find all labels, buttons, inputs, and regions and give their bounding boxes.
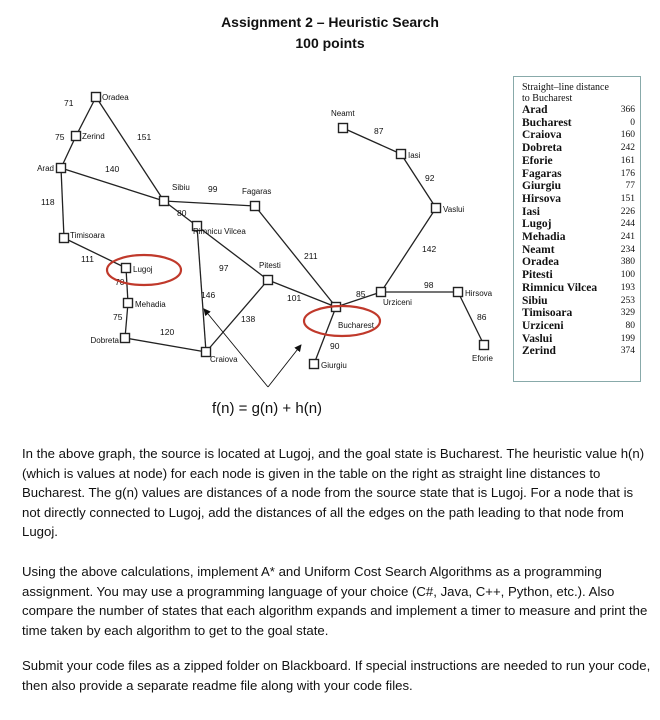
heuristic-row: [522, 129, 635, 142]
heuristic-row: [522, 282, 635, 295]
node-hirsova: [454, 288, 463, 297]
heuristic-row: [522, 193, 635, 206]
edge-cost-rimnicu-craiova: 146: [201, 290, 216, 300]
edge-cost-urziceni-vaslui: 142: [422, 244, 437, 254]
node-label-arad: Arad: [37, 164, 54, 173]
node-giurgiu: [310, 360, 319, 369]
edge-cost-timisoara-lugoj: 111: [81, 254, 94, 264]
points-subtitle: 100 points: [295, 35, 365, 51]
edge-fagaras-bucharest: [255, 206, 336, 307]
formula: f(n) = g(n) + h(n): [212, 400, 323, 417]
node-zerind: [72, 132, 81, 141]
node-label-vaslui: Vaslui: [443, 205, 465, 214]
heuristic-value: 253: [620, 295, 635, 306]
heuristic-row: [522, 168, 635, 181]
edge-cost-dobreta-craiova: 120: [160, 327, 175, 337]
edge-cost-sibiu-fagaras: 99: [208, 184, 218, 194]
heuristic-city: Pitesti: [522, 269, 553, 282]
edge-cost-urziceni-hirsova: 98: [424, 280, 434, 290]
edge-cost-oradea-sibiu: 151: [137, 132, 152, 142]
heuristic-value: 241: [620, 232, 635, 243]
node-label-rimnicu: Rimnicu Vilcea: [193, 227, 246, 236]
node-label-fagaras: Fagaras: [242, 187, 272, 196]
edge-cost-rimnicu-pitesti: 97: [219, 263, 229, 273]
heuristic-table-header-line1: Straight–line distance: [522, 82, 609, 93]
heuristic-row: [522, 295, 635, 308]
heuristic-city: Giurgiu: [522, 180, 561, 193]
edge-cost-mehadia-dobreta: 75: [113, 312, 123, 322]
node-label-lugoj: Lugoj: [133, 265, 153, 274]
heuristic-row: [522, 320, 635, 333]
node-label-bucharest: Bucharest: [338, 321, 375, 330]
node-label-neamt: Neamt: [331, 109, 355, 118]
heuristic-row: [522, 218, 635, 231]
edge-oradea-sibiu: [96, 97, 164, 201]
edge-cost-zerind-arad: 75: [55, 132, 65, 142]
edge-cost-bucharest-urziceni: 85: [356, 289, 366, 299]
heuristic-value: 151: [620, 193, 635, 204]
edge-mehadia-dobreta: [125, 303, 128, 338]
node-label-zerind: Zerind: [82, 132, 105, 141]
heuristic-table-rows: [522, 104, 635, 358]
node-label-giurgiu: Giurgiu: [321, 361, 347, 370]
heuristic-city: Arad: [522, 104, 548, 116]
heuristic-value: 366: [620, 105, 635, 115]
heuristic-city: Oradea: [522, 256, 560, 269]
heuristic-row: [522, 307, 635, 320]
edge-iasi-neamt: [343, 128, 401, 154]
edge-cost-hirsova-eforie: 86: [477, 312, 487, 322]
node-arad: [57, 164, 66, 173]
node-label-urziceni: Urziceni: [383, 298, 412, 307]
edge-cost-craiova-pitesti: 138: [241, 314, 256, 324]
edge-cost-pitesti-bucharest: 101: [287, 293, 302, 303]
paragraph-implementation: Using the above calculations, implement A* and Uniform Cost Search Algorithms as a programming assignment. You may use a programming language of your choice (C#, Java, C++, Python, etc.). Also compare the number of states that each algorithm expands and implement a timer to measure and print the time taken by each algorithm to get to the goal state.: [22, 564, 648, 638]
edge-cost-lugoj-mehadia: 70: [115, 277, 125, 287]
node-neamt: [339, 124, 348, 133]
heuristic-value: 244: [620, 219, 635, 230]
heuristic-value: 77: [625, 181, 635, 192]
edge-dobreta-craiova: [125, 338, 206, 352]
node-label-craiova: Craiova: [210, 355, 238, 364]
heuristic-value: 80: [625, 320, 635, 331]
edge-craiova-pitesti: [206, 280, 268, 352]
node-eforie: [480, 341, 489, 350]
heuristic-city: Hirsova: [522, 192, 561, 205]
heuristic-city: Craiova: [522, 129, 562, 142]
node-label-sibiu: Sibiu: [172, 183, 190, 192]
node-label-pitesti: Pitesti: [259, 261, 281, 270]
edge-cost-arad-timisoara: 118: [41, 197, 55, 207]
heuristic-city: Iasi: [522, 205, 540, 218]
page-title: Assignment 2 – Heuristic Search: [221, 14, 439, 30]
heuristic-table-header-line2: to Bucharest: [522, 93, 573, 104]
heuristic-value: 374: [620, 346, 635, 357]
arrow-to-pitesti-bucharest: [268, 345, 301, 387]
node-fagaras: [251, 202, 260, 211]
node-mehadia: [124, 299, 133, 308]
node-label-oradea: Oradea: [102, 93, 129, 102]
node-oradea: [92, 93, 101, 102]
node-sibiu: [160, 197, 169, 206]
edge-oradea-zerind: [76, 97, 96, 136]
heuristic-value: 0: [630, 117, 635, 128]
node-label-timisoara: Timisoara: [70, 231, 105, 240]
heuristic-city: Neamt: [522, 243, 555, 256]
edge-arad-timisoara: [61, 168, 64, 238]
node-vaslui: [432, 204, 441, 213]
edge-cost-fagaras-bucharest: 211: [304, 251, 318, 261]
paragraph-submission: Submit your code files as a zipped folder on Blackboard. If special instructions are needed to run your code, then also provide a separate readme file along with your code files.: [22, 658, 651, 693]
heuristic-value: 176: [620, 168, 635, 179]
heuristic-city: Eforie: [522, 154, 553, 167]
edge-rimnicu-craiova: [197, 226, 206, 352]
node-label-dobreta: Dobreta: [90, 336, 119, 345]
heuristic-row: [522, 231, 635, 244]
heuristic-row: [522, 117, 635, 130]
heuristic-row: [522, 104, 635, 117]
heuristic-table: [513, 76, 641, 382]
heuristic-city: Fagaras: [522, 167, 562, 180]
edge-sibiu-fagaras: [164, 201, 255, 206]
node-lugoj: [122, 264, 131, 273]
heuristic-row: [522, 244, 635, 257]
heuristic-city: Dobreta: [522, 142, 563, 155]
heuristic-city: Bucharest: [522, 116, 572, 129]
heuristic-city: Rimnicu Vilcea: [522, 281, 598, 294]
heuristic-value: 161: [620, 155, 635, 166]
heuristic-row: [522, 333, 635, 346]
node-urziceni: [377, 288, 386, 297]
node-iasi: [397, 150, 406, 159]
node-timisoara: [60, 234, 69, 243]
edge-timisoara-lugoj: [64, 238, 126, 268]
paragraph-problem-description: In the above graph, the source is located at Lugoj, and the goal state is Bucharest. The heuristic value h(n) (which is values at node) for each node is given in the table on the right as straight line distances to Bucharest. The g(n) values are distances of a node from the source state that is Lugoj. For a node that is not directly connected to Lugoj, add the distances of all the edges on the path leading to that node from Lugoj.: [22, 446, 645, 539]
heuristic-row: [522, 269, 635, 282]
node-label-mehadia: Mehadia: [135, 300, 166, 309]
heuristic-city: Zerind: [522, 345, 556, 358]
edge-cost-vaslui-iasi: 92: [425, 173, 435, 183]
heuristic-value: 100: [620, 270, 635, 281]
heuristic-value: 226: [620, 206, 635, 217]
heuristic-city: Timisoara: [522, 307, 573, 320]
node-label-iasi: Iasi: [408, 151, 421, 160]
heuristic-value: 380: [620, 257, 635, 268]
heuristic-city: Sibiu: [522, 294, 548, 307]
heuristic-row: [522, 155, 635, 168]
heuristic-value: 160: [620, 130, 635, 141]
heuristic-value: 234: [620, 244, 635, 255]
heuristic-value: 193: [620, 282, 635, 293]
node-dobreta: [121, 334, 130, 343]
heuristic-row: [522, 256, 635, 269]
heuristic-city: Vaslui: [522, 332, 553, 345]
heuristic-row: [522, 142, 635, 155]
heuristic-row: [522, 180, 635, 193]
edge-lugoj-mehadia: [126, 268, 128, 303]
edge-cost-oradea-zerind: 71: [64, 98, 74, 108]
heuristic-city: Urziceni: [522, 319, 564, 332]
node-label-hirsova: Hirsova: [465, 289, 493, 298]
heuristic-row: [522, 206, 635, 219]
heuristic-value: 199: [620, 333, 635, 344]
heuristic-city: Mehadia: [522, 231, 566, 244]
edge-cost-sibiu-rimnicu: 80: [177, 208, 187, 218]
edge-cost-bucharest-giurgiu: 90: [330, 341, 340, 351]
node-label-eforie: Eforie: [472, 354, 493, 363]
heuristic-value: 242: [620, 143, 635, 154]
node-pitesti: [264, 276, 273, 285]
heuristic-row: [522, 345, 635, 358]
heuristic-city: Lugoj: [522, 218, 552, 231]
edge-cost-arad-sibiu: 140: [105, 164, 120, 174]
edge-cost-iasi-neamt: 87: [374, 126, 384, 136]
heuristic-value: 329: [620, 308, 635, 319]
arrow-to-rimnicu-craiova: [204, 309, 268, 387]
